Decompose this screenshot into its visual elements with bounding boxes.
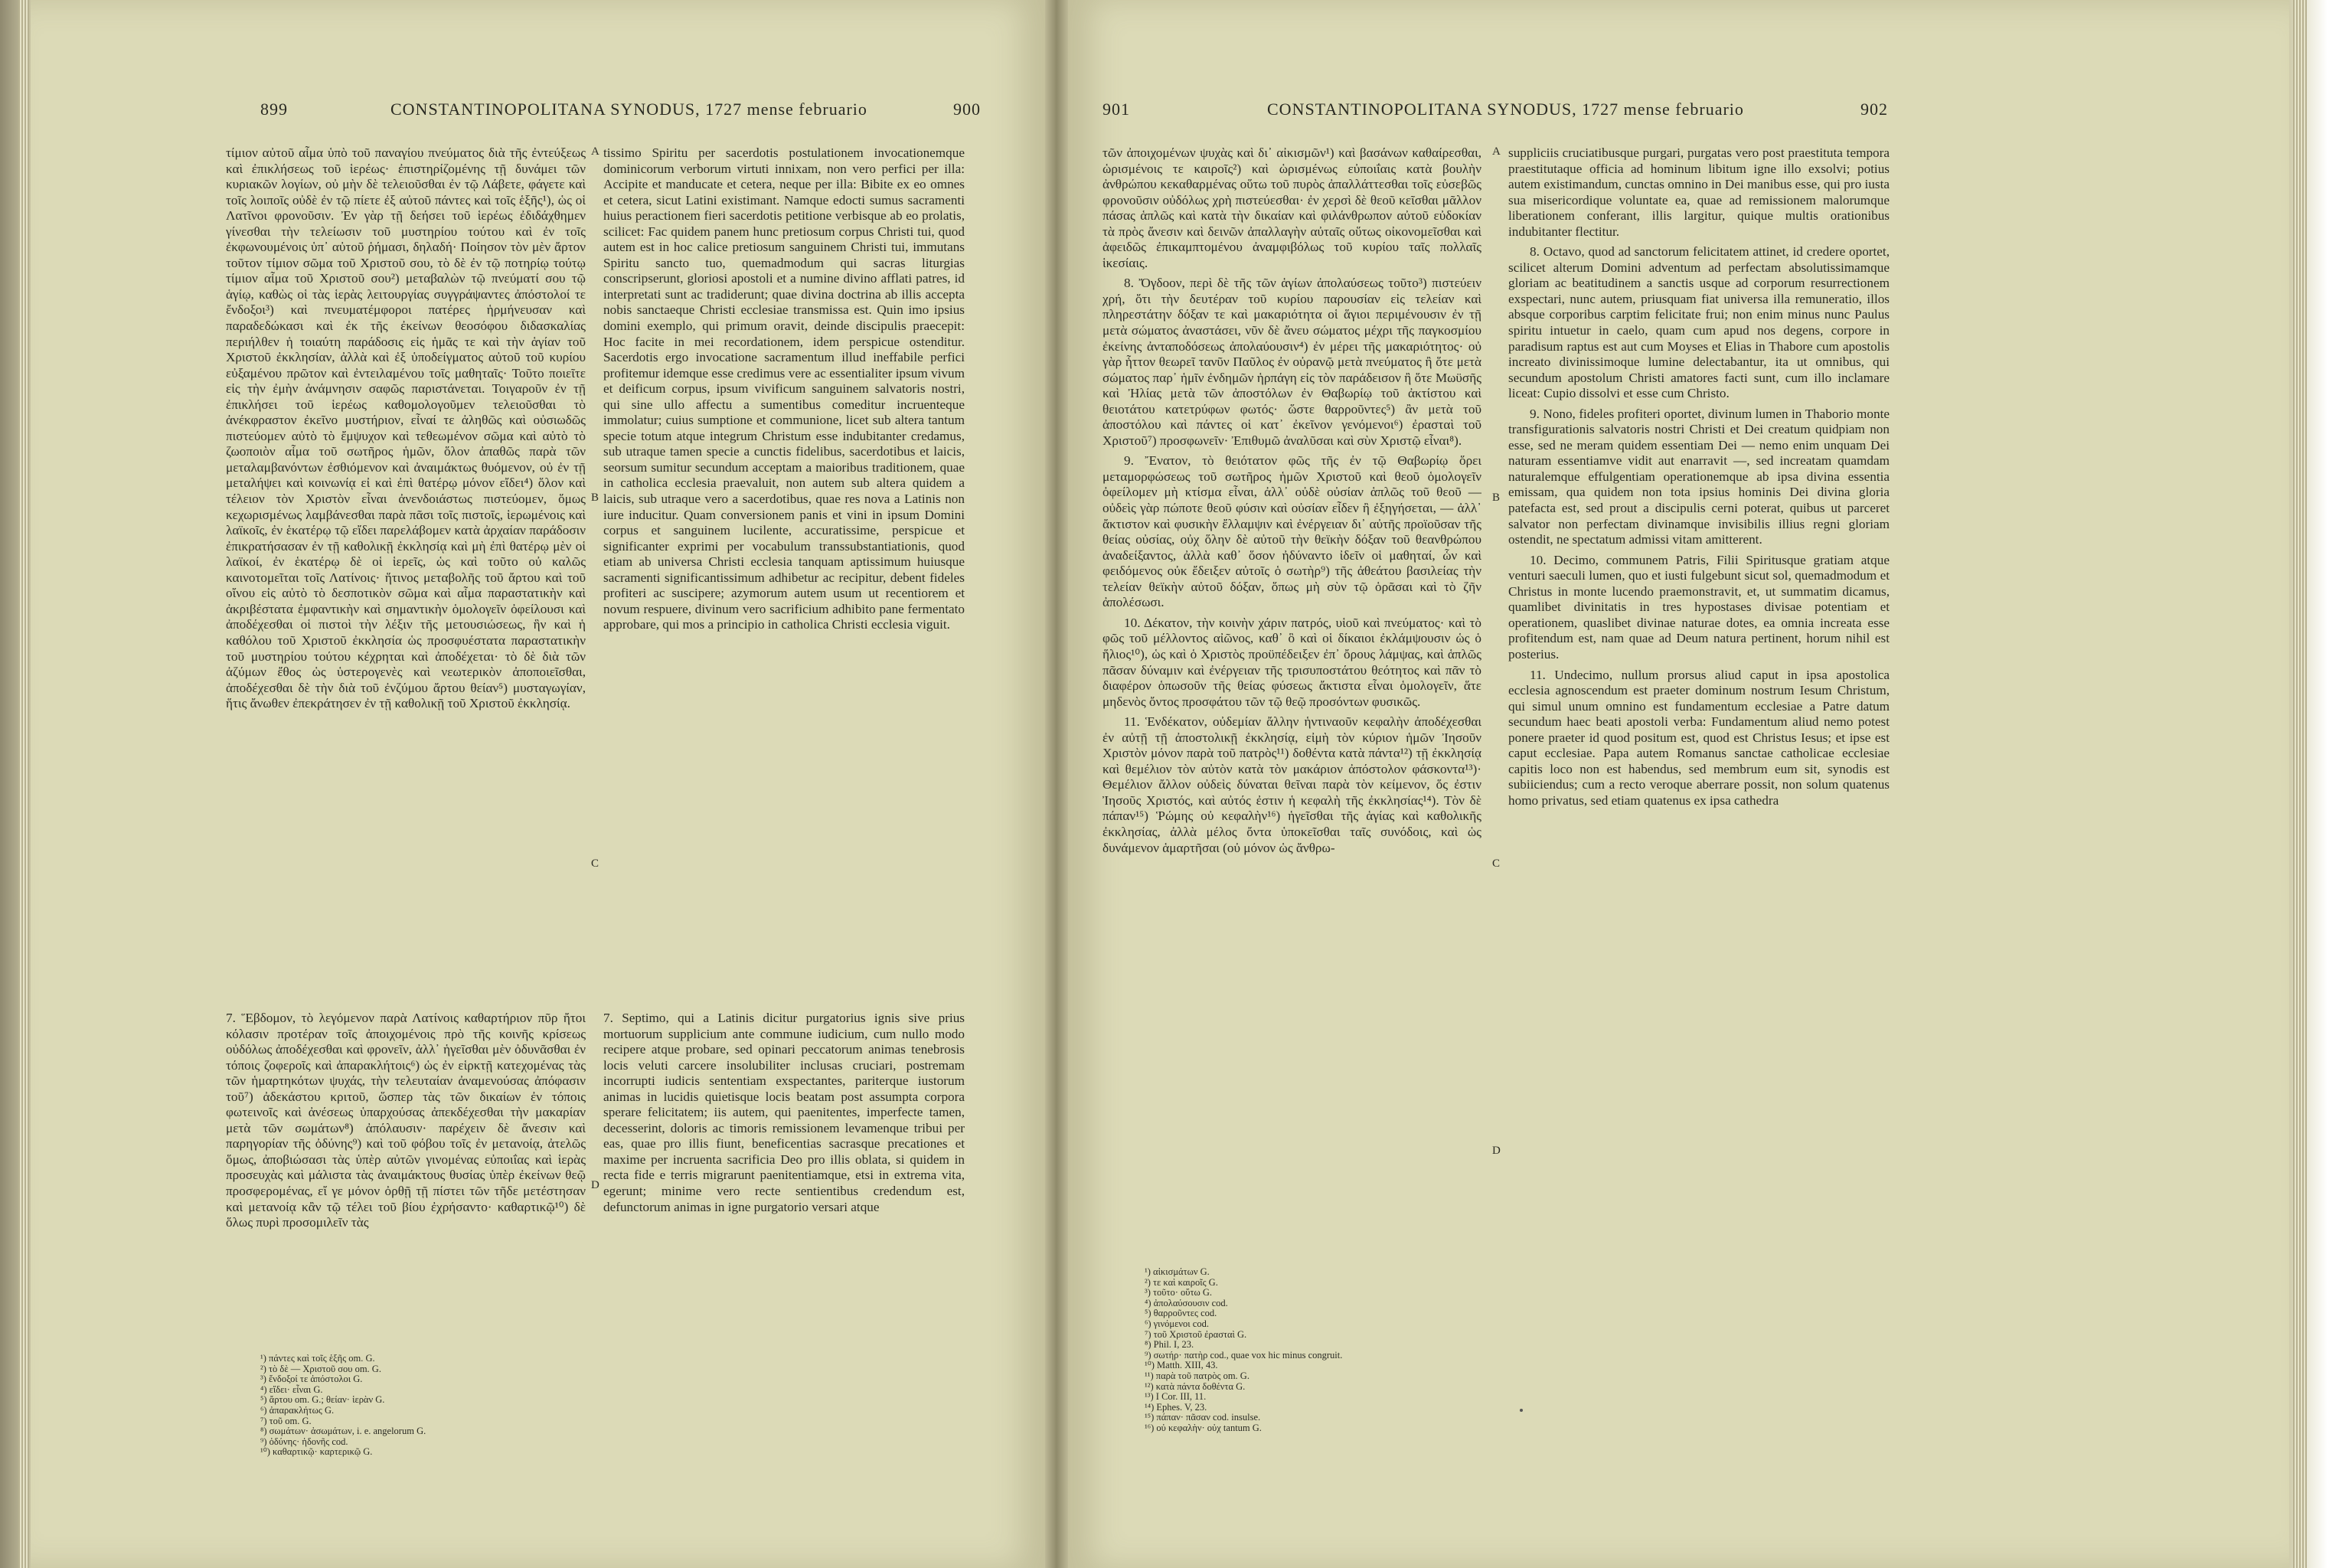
footnote: ¹⁰) Matth. XIII, 43. (1145, 1360, 1218, 1371)
ink-speck (1520, 1409, 1523, 1412)
left-footnotes (260, 1354, 426, 1458)
footnote: ¹⁰) καθαρτικῷ· καρτερικῷ G. (260, 1446, 373, 1458)
latin-paragraph: 10. Decimo, communem Patris, Filii Spiritusque gratiam atque venturi saeculi lumen, quo et iusti fulgebunt sicut sol, quemadmodum et Christus in monte lucendo praemonstravit, et, ut summatim dicamus, quamlibet divinitatis in tres hypostases divisae potentiam et operationem, quaslibet divinae naturae dotes, ea omnia increata esse profitendum est, nam quae ad Deum natura pertinent, horum nihil est posterius. (1508, 552, 1890, 662)
right-page-number-902: 902 (1860, 100, 1888, 119)
footnote: ⁹) σωτήρ· πατὴρ cod., quae vox hic minus congruit. (1145, 1349, 1343, 1361)
footnote: ⁴) εἴδει· εἶναι G. (260, 1383, 323, 1395)
right-page (1068, 0, 2289, 1568)
footnote: ¹³) I Cor. III, 11. (1145, 1391, 1207, 1403)
latin-paragraph: 9. Nono, fideles profiteri oportet, divinum lumen in Thaborio monte transfigurationis salvatoris nostri Christi et Dei creatum quidpiam non esse, sed ne meram quidem essentiam Dei — nemo enim unquam Dei naturam essentiamve vidit aut enarravit —, sed increatam quamdam naturalemque effulgentiam operationemque ab ipsa divina essentia emissam, qua quidem non tota ipsius hominis Dei divina gloria patefacta est, sed prout a discipulis cerni poterat, quibus ut parceret salvator non perfectam divinamque invisibilis illius regni gloriam ostendit, ne spectatum admissi vitam amitterent. (1508, 406, 1890, 547)
margin-letter: C (1492, 858, 1501, 870)
footnote: ⁵) θαρροῦντες cod. (1145, 1308, 1217, 1319)
latin-paragraph: 8. Octavo, quod ad sanctorum felicitatem attinet, id credere oportet, scilicet alterum Domini adventum ad perfectam absolutissimamque gloriam ac beatitudinem a sanctis usque ad corporum resurrectionem exspectari, nunc autem, priusquam fiat universa illa remuneratio, illos absque corporibus carptim felicitate frui; non enim minus nunc Paulus spiritu intuetur in caelo, quam cum apud nos degens, corpore in paradisum raptus est aut cum Moyses et Elias in Thabore cum apostolis increato divinissimoque lumine delectabantur, ita ut omnibus, qui secundum apostolum Christi amatores facti sunt, cum illo inclamare liceat: Cupio dissolvi et esse cum Christo. (1508, 244, 1890, 401)
footnote: ³) ἔνδοξοί τε ἀπόστολοι G. (260, 1374, 363, 1385)
footnote: ⁶) γινόμενοι cod. (1145, 1318, 1209, 1329)
right-footnotes (1145, 1267, 1342, 1434)
footnote: ⁸) Phil. I, 23. (1145, 1339, 1194, 1351)
margin-letter: C (591, 858, 599, 870)
left-greek-section-7 (226, 1011, 586, 1326)
footnote: ¹) αἰκισμάτων G. (1145, 1266, 1210, 1277)
greek-paragraph: 9. Ἔνατον, τὸ θειότατον φῶς τῆς ἐν τῷ Θαβωρίῳ ὅρει μεταμορφώσεως τοῦ σωτῆρος ἡμῶν Χριστοῦ καὶ θεοῦ ὁμολογεῖν ὀφείλομεν μὴ κτίσμα εἶναι, ἀλλ᾽ οὐδὲ οὐσίαν ἁπλῶς τοῦ θεοῦ — οὐδεὶς γὰρ πώποτε θεοῦ φύσιν καὶ οὐσίαν εἶδεν ἢ ἐξηγήσεται, — ἀλλ᾽ ἄκτιστον καὶ φυσικὴν ἔλλαμψιν καὶ ἐνέργειαν δι᾽ αὐτῆς προϊοῦσαν τῆς θείας οὐσίας, οὐχ ὅλην δὲ αὐτοῦ τὴν θεϊκὴν δόξαν τοῦ θεανθρώπου ἀναδείξαντος, ἀλλὰ καθ᾽ ὅσον ἠδύναντο ἰδεῖν οἱ μαθηταί, ὧν καὶ φειδόμενος οὐκ ἔδειξεν αὐτοῖς ὁ σωτὴρ⁹) τῆς ἀθεάτου βασιλείας τὴν τελείαν θεϊκὴν αὐτοῦ δόξαν, ὅπως μὴ σὺν τῷ ὁρᾶσαι καὶ τὸ ζῆν ἀπολέσωσι. (1102, 453, 1481, 610)
footnote: ¹) πάντες καὶ τοῖς ἑξῆς om. G. (260, 1353, 375, 1364)
footnote: ⁴) ἀπολαύσουσιν cod. (1145, 1297, 1228, 1308)
footnote: ³) τοῦτο· οὕτω G. (1145, 1287, 1213, 1298)
footnote: ⁷) τοῦ Χριστοῦ ἐρασταὶ G. (1145, 1328, 1247, 1340)
left-running-title: CONSTANTINOPOLITANA SYNODUS, 1727 mense februario (390, 100, 867, 119)
left-page-number-900: 900 (953, 100, 981, 119)
book-spine (1045, 0, 1068, 1568)
right-running-title: CONSTANTINOPOLITANA SYNODUS, 1727 mense februario (1267, 100, 1744, 119)
left-page-number-899: 899 (260, 100, 288, 119)
greek-paragraph: τῶν ἀποιχομένων ψυχὰς καὶ δι᾽ αἰκισμῶν¹) καὶ βασάνων καθαίρεσθαι, ὡρισμένοις τε καιροῖς²) καὶ ὡρισμένως εὐποιΐαις κατὰ βουλὴν ἀνθρώπου κεκαθαρμένας οὕτω τοῦ πυρὸς ἀπαλλάττεσθαι τοῖς εὐσεβῶς φρονοῦσιν οὐδόλως χρὴ πιστεύεσθαι· ἐν χερσὶ δὲ θεοῦ κεῖσθαι μᾶλλον πάσας ἁπλῶς καὶ κατὰ τὴν δικαίαν καὶ φιλάνθρωπον αὐτοῦ εὐδοκίαν τὰ πρὸς ἄνεσιν καὶ δεινῶν ἀπαλλαγὴν αὐταῖς οὕτως οἰκονομεῖσθαι καὶ ἀφειδῶς ἐπικαμπτομένου ἀναμφιβόλως τοῦ κυρίου ταῖς πολλαῖς ἱκεσίαις. (1102, 145, 1481, 270)
footnote: ¹⁶) οὐ κεφαλὴν· οὐχ tantum G. (1145, 1422, 1262, 1433)
left-latin-section-7 (603, 1011, 965, 1326)
footnote: ¹¹) παρὰ τοῦ πατρὸς om. G. (1145, 1370, 1250, 1381)
left-page (31, 0, 1045, 1568)
footnote: ⁶) ἀπαρακλήτως G. (260, 1404, 335, 1416)
latin-paragraph: tissimo Spiritu per sacerdotis postulationem invocationemque dominicorum verborum virtuti innixam, non vero perfici per illa: Accipite et manducate et cetera, neque per illa: Bibite ex eo omnes et cetera, sicut Latini existimant. Namque edocti sumus sacramenti huius peractionem fieri sacerdotis petitione verbisque ab eo prolatis, scilicet: Fac quidem panem hunc pretiosum corpus Christi tui, quod autem est in hoc calice pretiosum sanguinem Christi tui, immutans Spiritu sancto tuo, quemadmodum qui sacras liturgias conscripserunt, gloriosi apostoli et a numine divino afflati patres, id interpretati sunt ac tradiderunt; quae divina doctrina ab illis accepta nobis sanctaeque Christi ecclesiae transmissa est. Quin imo ipsius domini exemplo, qui primum oravit, deinde discipulis praecepit: Hoc facite in mei recordationem, idem perspicue ostenditur. Sacerdotis ergo invocatione sacramentum illud ineffabile perfici profitemur idemque esse credimus vere ac essentialiter ipsum vivum et deificum corpus, ipsum vivificum sanguinem salvatoris nostri, qui sine ullo affectu a sumentibus comeditur incruenteque immolatur; cuius sumptione et communione, licet sub altera tantum specie totum atque integrum Christum esse indubitanter credamus, sub utraque tamen specie a cunctis fidelibus, sacerdotibus et laicis, seorsum sumitur secundum acceptam a maioribus traditionem, quae in catholica ecclesia praevaluit, non autem sub altera quidem a laicis, sub utraque vero a sacerdotibus, quae res nova a Latinis non iure inducitur. Quam conversionem panis et vini in ipsum Domini corpus et sanguinem lucilente, accuratissime, perspicue et significanter exprimi per vocabulum transsubstantiationis, quod etiam ab universa Christi ecclesia tanquam aptissimum huiusque sacramenti significantissimum adhibetur ac recipitur, debent fideles profiteri ac suscipere; azymorum autem usum ut recentiorem et novum respuere, divinum vero sacrificium adhibito pane fermentato approbare, qui mos a principio in catholica Christi ecclesia viguit. (603, 145, 965, 632)
greek-paragraph: 11. Ἑνδέκατον, οὐδεμίαν ἄλλην ἡντιναοῦν κεφαλὴν ἀποδέχεσθαι ἐν αὐτῇ τῇ ἀποστολικῇ ἐκκλησίᾳ, εἰμὴ τὸν κύριον ἡμῶν Ἰησοῦν Χριστὸν μόνον παρὰ τοῦ πατρὸς¹¹) δοθέντα κατὰ πάντα¹²) τῇ ἐκκλησίᾳ καὶ θεμέλιον τὸν αὐτὸν κατὰ τὸν μακάριον ἀπόστολον φάσκοντα¹³)· Θεμέλιον ἄλλον οὐδεὶς δύναται θεῖναι παρὰ τὸν κείμενον, ὅς ἐστιν Ἰησοῦς Χριστός, καὶ αὐτός ἐστιν ἡ κεφαλὴ τῆς ἐκκλησίας¹⁴). Τὸν δὲ πάπαν¹⁵) Ῥώμης οὐ κεφαλὴν¹⁶) ἡγεῖσθαι τῆς ἁγίας καὶ καθολικῆς ἐκκλησίας, ἀλλὰ μέλος ὄντα ὑποκεῖσθαι ταῖς συνόδοις, καὶ ὡς δυνάμενον ἁμαρτῆσαι (οὐ μόνον ὡς ἄνθρω- (1102, 714, 1481, 855)
right-page-edges (2293, 0, 2307, 1568)
footnote: ¹⁵) πάπαν· πᾶσαν cod. insulse. (1145, 1412, 1261, 1423)
footnote: ¹²) κατὰ πάντα δοθέντα G. (1145, 1380, 1246, 1392)
margin-letter: A (591, 145, 599, 158)
margin-letter: A (1492, 145, 1501, 158)
left-page-edges (18, 0, 29, 1568)
footnote: ⁵) ἄρτου om. G.; θείαν· ἱερὰν G. (260, 1394, 385, 1406)
footnote: ⁸) σωμάτων· ἀσωμάτων, i. e. angelorum G. (260, 1426, 426, 1437)
footnote: ²) τὸ δὲ — Χριστοῦ σου om. G. (260, 1363, 381, 1374)
right-latin-column (1508, 145, 1890, 1233)
greek-paragraph: 8. Ὄγδοον, περὶ δὲ τῆς τῶν ἁγίων ἀπολαύσεως τοῦτο³) πιστεύειν χρή, ὅτι τὴν δευτέραν τοῦ κυρίου παρουσίαν εἰς τελείαν καὶ πληρεστάτην δόξαν τε καὶ μακαριότητα οἱ ἅγιοι περιμένουσιν ἐν τῇ μετὰ σώματος ἀναστάσει, νῦν δὲ ἄνευ σώματος μέχρι τῆς παγκοσμίου ἐκείνης ἀνταποδόσεως ἀπολαύουσιν⁴) ἐν μέρει τῆς μακαριότητος· οὐ γὰρ ἧττον θεωρεῖ τανῦν Παῦλος ἐν οὐρανῷ μετὰ πνεύματος ἢ ὅτε μετὰ σώματος παρ᾽ ἡμῖν ἐνδημῶν ἡρπάγη εἰς τὸν παράδεισον ἢ ὅτε Μωϋσῆς καὶ Ἠλίας μετὰ τῶν ἀποστόλων ἐν Θαβωρίῳ τοῦ ἀκτίστου καὶ θειοτάτου κατετρύφων φωτός· ὥστε θαρροῦντες⁵) ἂν μετὰ τοῦ ἀποστόλου καὶ πάντες οἱ κατ᾽ ἐκεῖνον γενόμενοι⁶) ἐρασταὶ τοῦ Χριστοῦ⁷) προσφωνεῖν· Ἐπιθυμῶ ἀναλῦσαι καὶ σὺν Χριστῷ εἶναι⁸). (1102, 276, 1481, 448)
margin-letter: B (591, 492, 599, 504)
greek-paragraph: 7. Ἕβδομον, τὸ λεγόμενον παρὰ Λατίνοις καθαρτήριον πῦρ ἤτοι κόλασιν προτέραν τοῖς ἀποιχομένοις πρὸ τῆς κοινῆς κρίσεως οὐδόλως ἀποδέχεσθαι καὶ φρονεῖν, ἀλλ᾽ ἡγεῖσθαι μὲν ὀδυνᾶσθαι ἐν τόποις ζοφεροῖς καὶ ἀπαρακλήτοις⁶) ὡς ἐν εἱρκτῇ κατεχομένας τὰς τῶν ἡμαρτηκότων ψυχάς, τὴν τελευταίαν ἀναμενούσας ἀπόφασιν τοῦ⁷) ἀδεκάστου κριτοῦ, ὥσπερ τὰς τῶν δικαίων ἐν τόποις φωτεινοῖς καὶ ἀνέσεως ὑπαρχούσας ἀπεκδέχεσθαι τὴν μακαρίαν μετὰ τῶν σωμάτων⁸) ἀπόλαυσιν· παρέχειν δὲ ἄνεσιν καὶ παρηγορίαν τῆς ὀδύνης⁹) καὶ τοῦ φόβου τοῖς ἐν μετανοίᾳ, ἀτελῶς ὅμως, ἀποβιώσασι τὰς ὑπὲρ αὐτῶν γινομένας εὐποιΐας καὶ ἱερὰς προσευχὰς καὶ μάλιστα τὰς ἀναιμάκτους θυσίας ὑπὲρ ἐκείνων θεῷ προσφερομένας, εἴ γε μόνον ὀρθῇ τῇ πίστει τῶν τῆδε μετέστησαν καὶ μετανοίᾳ κἂν τῷ τέλει τοῦ βίου ἐχρήσαντο· καθαρτικῷ¹⁰) δὲ ὅλως πυρὶ προσομιλεῖν τὰς (226, 1011, 586, 1230)
greek-paragraph: 10. Δέκατον, τὴν κοινὴν χάριν πατρός, υἱοῦ καὶ πνεύματος· καὶ τὸ φῶς τοῦ μέλλοντος αἰῶνος, καθ᾽ ὃ καὶ οἱ δίκαιοι ἐκλάμψουσιν ὡς ὁ ἥλιος¹⁰), ὡς καὶ ὁ Χριστὸς προϋπέδειξεν ἐπ᾽ ὄρους λάμψας, καὶ ἁπλῶς πᾶσαν δύναμιν καὶ ἐνέργειαν τῆς τρισυποστάτου θεότητος καὶ πᾶν τὸ διαφέρον ὁπωσοῦν τῆς θείας φύσεως ἄκτιστα εἶναι ὁμολογεῖν, ἅτε μηδενὸς ὄντος προσφάτου τῶν τῷ θεῷ προσόντων φυσικῶς. (1102, 615, 1481, 709)
margin-letter: B (1492, 492, 1501, 504)
latin-paragraph: 7. Septimo, qui a Latinis dicitur purgatorius ignis sive prius mortuorum supplicium ante commune iudicium, cum nullo modo recipere atque probare, sed opinari peccatorum animas tenebrosis locis veluti carcere insolubiliter inclusas cruciari, postremam incorrupti iudicis sententiam exspectantes, pariterque iustorum animas in lucidis quietisque locis beatam post assumpta corpora sperare felicitatem; iis autem, qui paenitentes, imperfecte tamen, decesserint, doloris ac timoris remissionem levamenque tribui per eas, quae pro illis fiunt, beneficentias sacrasque precationes et maxime per incruenta sacrificia Deo pro illis oblata, si quidem in recta fide e terris migrarunt paenitentiamque, etsi in extrema vita, egerunt; minime vero recte sentientibus credendum est, defunctorum animas in igne purgatorio versari atque (603, 1011, 965, 1214)
footnote: ⁹) ὀδύνης· ἡδονῆς cod. (260, 1436, 348, 1447)
footnote: ⁷) τοῦ om. G. (260, 1415, 312, 1426)
latin-paragraph: suppliciis cruciatibusque purgari, purgatas vero post praestituta tempora praestitutaque officia ad hominum libitum igne illo exsolvi; potius autem existimandum, cunctas omnino in Dei manibus esse, qui pro iusta sua misericordique voluntate ea, quae ad remissionem malorumque liberationem conferant, illis largitur, quique multis orationibus indubitanter flectitur. (1508, 145, 1890, 239)
greek-paragraph: τίμιον αὐτοῦ αἷμα ὑπὸ τοῦ παναγίου πνεύματος διὰ τῆς ἐντεύξεως καὶ ἐπικλήσεως τοῦ ἱερέως· ἐπιστηρίζομένης τῇ δυνάμει τῶν κυριακῶν λογίων, οὐ μὴν δὲ τελειοῦσθαι ἐν τῷ Λάβετε, φάγετε καὶ τοῖς λοιποῖς οὐδὲ ἐν τῷ πίετε ἐξ αὐτοῦ πάντες καὶ τοῖς ἑξῆς¹), ὡς οἱ Λατῖνοι φρονοῦσιν. Ἐν γὰρ τῇ δεήσει τοῦ ἱερέως ἐδιδάχθημεν γίνεσθαι τὴν τελείωσιν τοῦ μυστηρίου τούτου καὶ ἐν τοῖς ἐκφωνουμένοις ὑπ᾽ αὐτοῦ ῥήμασι, δηλαδή· Ποίησον τὸν μὲν ἄρτον τοῦτον τίμιον σῶμα τοῦ Χριστοῦ σου, τὸ δὲ ἐν τῷ ποτηρίῳ τούτῳ τίμιον αἷμα τοῦ Χριστοῦ σου²) μεταβαλὼν τῷ πνεύματί σου τῷ ἁγίῳ, καθὼς οἱ τὰς ἱερὰς λειτουργίας συγγράψαντες ἀπόστολοί τε ἔνδοξοι³) καὶ πνευματέμφοροι πατέρες ἡρμήνευσαν καὶ παραδεδώκασι καὶ ἐκ τῆς ἐκείνων θεοσόφου διδασκαλίας περιήλθεν ἡ τοιαύτη παράδοσις εἰς ἡμᾶς τε καὶ τὴν ἁγίαν τοῦ Χριστοῦ ἐκκλησίαν, ἀλλὰ καὶ ἐξ ὑποδείγματος αὐτοῦ τοῦ κυρίου εὐξαμένου πρῶτον καὶ ἐντειλαμένου τοῖς μαθηταῖς· Τοῦτο ποιεῖτε εἰς τὴν ἐμὴν ἀνάμνησιν σαφῶς παριστάνεται. Τοιγαροῦν ἐν τῇ ἐπικλήσει τοῦ ἱερέως καθομολογοῦμεν τελειοῦσθαι τὸ ἀνέκφραστον ἐκεῖνο μυστήριον, εἶναί τε ἀληθῶς καὶ οὐσιωδῶς πιστεύομεν αὐτὸ τὸ ἔμψυχον καὶ τεθεωμένον σῶμα καὶ αὐτὸ τὸ ζωοποιὸν αἷμα τοῦ σωτῆρος ἡμῶν, ὅλον ἀπαθῶς παρὰ τῶν μεταλαμβανόντων ἐσθιόμενον καὶ ἀναιμάκτως θυόμενον, οὐ ἐν τῇ μεταλήψει καὶ κοινωνίᾳ εἰ καὶ ἐπὶ θατέρῳ μόνον εἴδει⁴) ὅλον καὶ τέλειον τὸν Χριστὸν εἶναι ἀνενδοιάστως πιστεύομεν, ὅμως κεχωρισμένως λαμβάνεσθαι παρὰ πᾶσι τοῖς πιστοῖς, ἱερωμένοις καὶ λαϊκοῖς, ἐν ἑκατέρῳ τῷ εἴδει παρελάβομεν κατὰ ἀρχαίαν παράδοσιν ἐπικρατήσασαν ἐν τῇ καθολικῇ ἐκκλησίᾳ καὶ μὴ ἐπὶ θατέρῳ μὲν οἱ λαϊκοί, ἐν ἑκατέρῳ δὲ οἱ ἱερεῖς, ὡς καὶ τοῦτο οὐ καλῶς καινοτομεῖται τοῖς Λατίνοις· ἥτινος μεταβολῆς τοῦ ἄρτου καὶ τοῦ οἴνου εἰς αὐτὸ τὸ δεσποτικὸν σῶμα καὶ αἷμα παραστατικὴν καὶ ἀκριβέστατα ἐμφαντικὴν καὶ σημαντικὴν ὁμολογεῖν ὀφείλουσι καὶ ἀποδέχεσθαι οἱ πιστοὶ τὴν λέξιν τῆς μετουσιώσεως, ἣν καὶ ἡ καθόλου τοῦ Χριστοῦ ἐκκλησία ὡς προσφυέστατα παραστατικὴν τοῦ μυστηρίου τούτου κέχρηται καὶ ἀποδέχεται· τὸ δὲ διὰ τῶν ἀζύμων ἔθος ὡς ὑστερογενὲς καὶ νεωτερικὸν ἀποποιεῖσθαι, ἀποδέχεσθαι δὲ τὴν διὰ τοῦ ἐνζύμου ἄρτου θείαν⁵) μυσταγωγίαν, ἥτις ἄνωθεν ἐπεκράτησεν ἐν τῇ καθολικῇ τοῦ Χριστοῦ ἐκκλησίᾳ. (226, 145, 586, 711)
margin-letter: D (1492, 1145, 1501, 1157)
right-greek-column (1102, 145, 1481, 1233)
right-page-number-901: 901 (1102, 100, 1130, 119)
margin-letter: D (591, 1179, 599, 1191)
footnote: ¹⁴) Ephes. V, 23. (1145, 1401, 1207, 1413)
footnote: ²) τε καὶ καιροῖς G. (1145, 1276, 1218, 1288)
latin-paragraph: 11. Undecimo, nullum prorsus aliud caput in ipsa apostolica ecclesia agnoscendum est praeter dominum nostrum Iesum Christum, qui simul unum omnino est fundamentum ecclesiae a Patre datum secundum haec beati apostoli verba: Fundamentum aliud nemo potest ponere praeter id quod positum est, quod est Christus Iesus; et ipse est caput ecclesiae. Papa autem Romanus sanctae catholicae ecclesiae capitis loco non est habendus, sed membrum eum sit, synodis est subiiciendus; cum a recto veroque aberrare possit, non solum quatenus homo privatus, sed etiam quatenus ex ipsa cathedra (1508, 667, 1890, 808)
